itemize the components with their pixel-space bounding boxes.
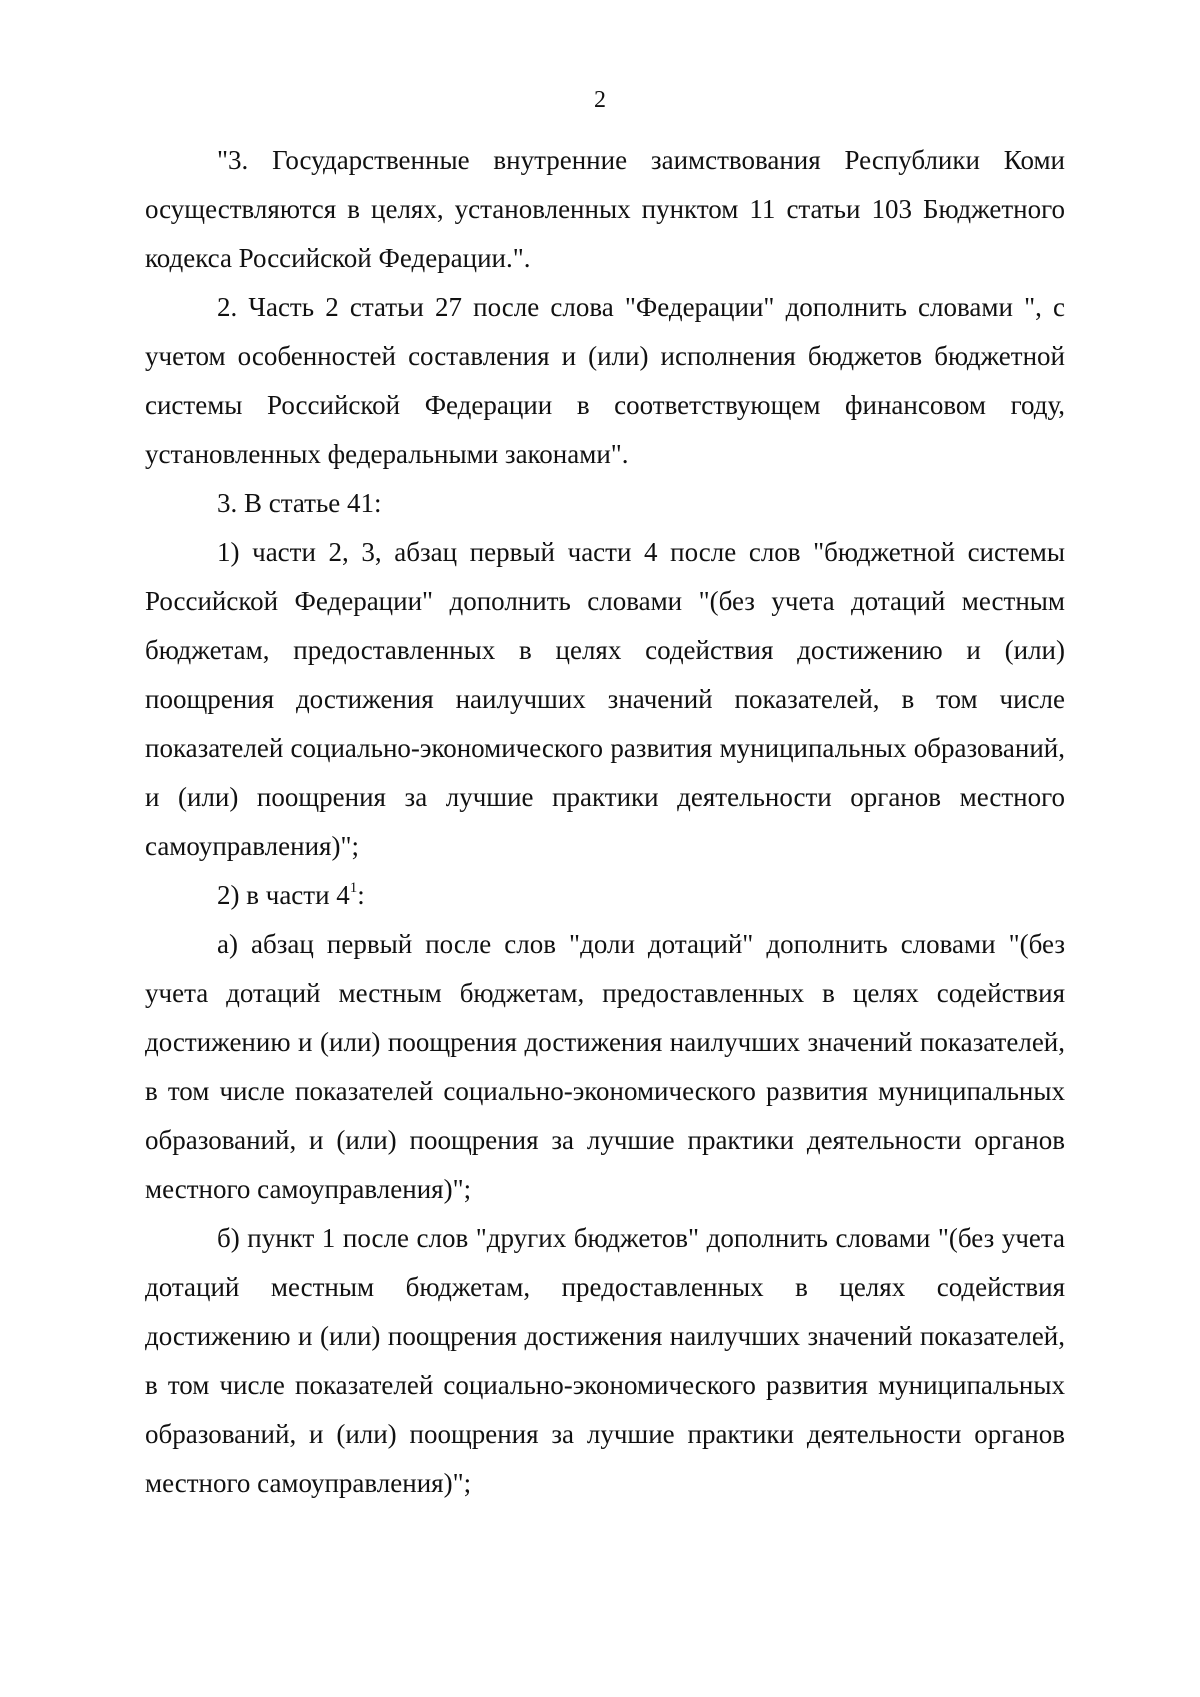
item-2-text: 2) в части 4: [217, 880, 350, 910]
page-number: 2: [594, 87, 606, 113]
paragraph-item-1: 1) части 2, 3, абзац первый части 4 после слов "бюджетной системы Российской Федерации" дополнить словами "(без учета дотаций местным бюджетам, предоставленных в целях содействия достижению и (или) поощрения достижения наилучших значений показателей, в том числе показателей социально-экономического развития муниципальных образований, и (или) поощрения за лучшие практики деятельности органов местного самоуправления)";: [145, 537, 1065, 861]
document-body: [145, 136, 1065, 1508]
paragraph-article-41-heading: 3. В статье 41:: [217, 488, 382, 518]
paragraph-article-27: 2. Часть 2 статьи 27 после слова "Федерации" дополнить словами ", с учетом особенностей составления и (или) исполнения бюджетов бюджетной системы Российской Федерации в соответствующем финансовом году, установленных федеральными законами".: [145, 292, 1065, 469]
paragraph-item-2: [145, 871, 1065, 920]
paragraph-borrowing: "3. Государственные внутренние заимствования Республики Коми осуществляются в целях, установленных пунктом 11 статьи 103 Бюджетного кодекса Российской Федерации.".: [145, 145, 1065, 273]
item-2-colon: :: [357, 880, 365, 910]
paragraph-subitem-b: б) пункт 1 после слов "других бюджетов" дополнить словами "(без учета дотаций местным бюджетам, предоставленных в целях содействия достижению и (или) поощрения достижения наилучших значений показателей, в том числе показателей социально-экономического развития муниципальных образований, и (или) поощрения за лучшие практики деятельности органов местного самоуправления)";: [145, 1223, 1065, 1498]
item-2-superscript: 1: [349, 880, 358, 896]
paragraph-subitem-a: а) абзац первый после слов "доли дотаций" дополнить словами "(без учета дотаций местным бюджетам, предоставленных в целях содействия достижению и (или) поощрения достижения наилучших значений показателей, в том числе показателей социально-экономического развития муниципальных образований, и (или) поощрения за лучшие практики деятельности органов местного самоуправления)";: [145, 929, 1065, 1204]
